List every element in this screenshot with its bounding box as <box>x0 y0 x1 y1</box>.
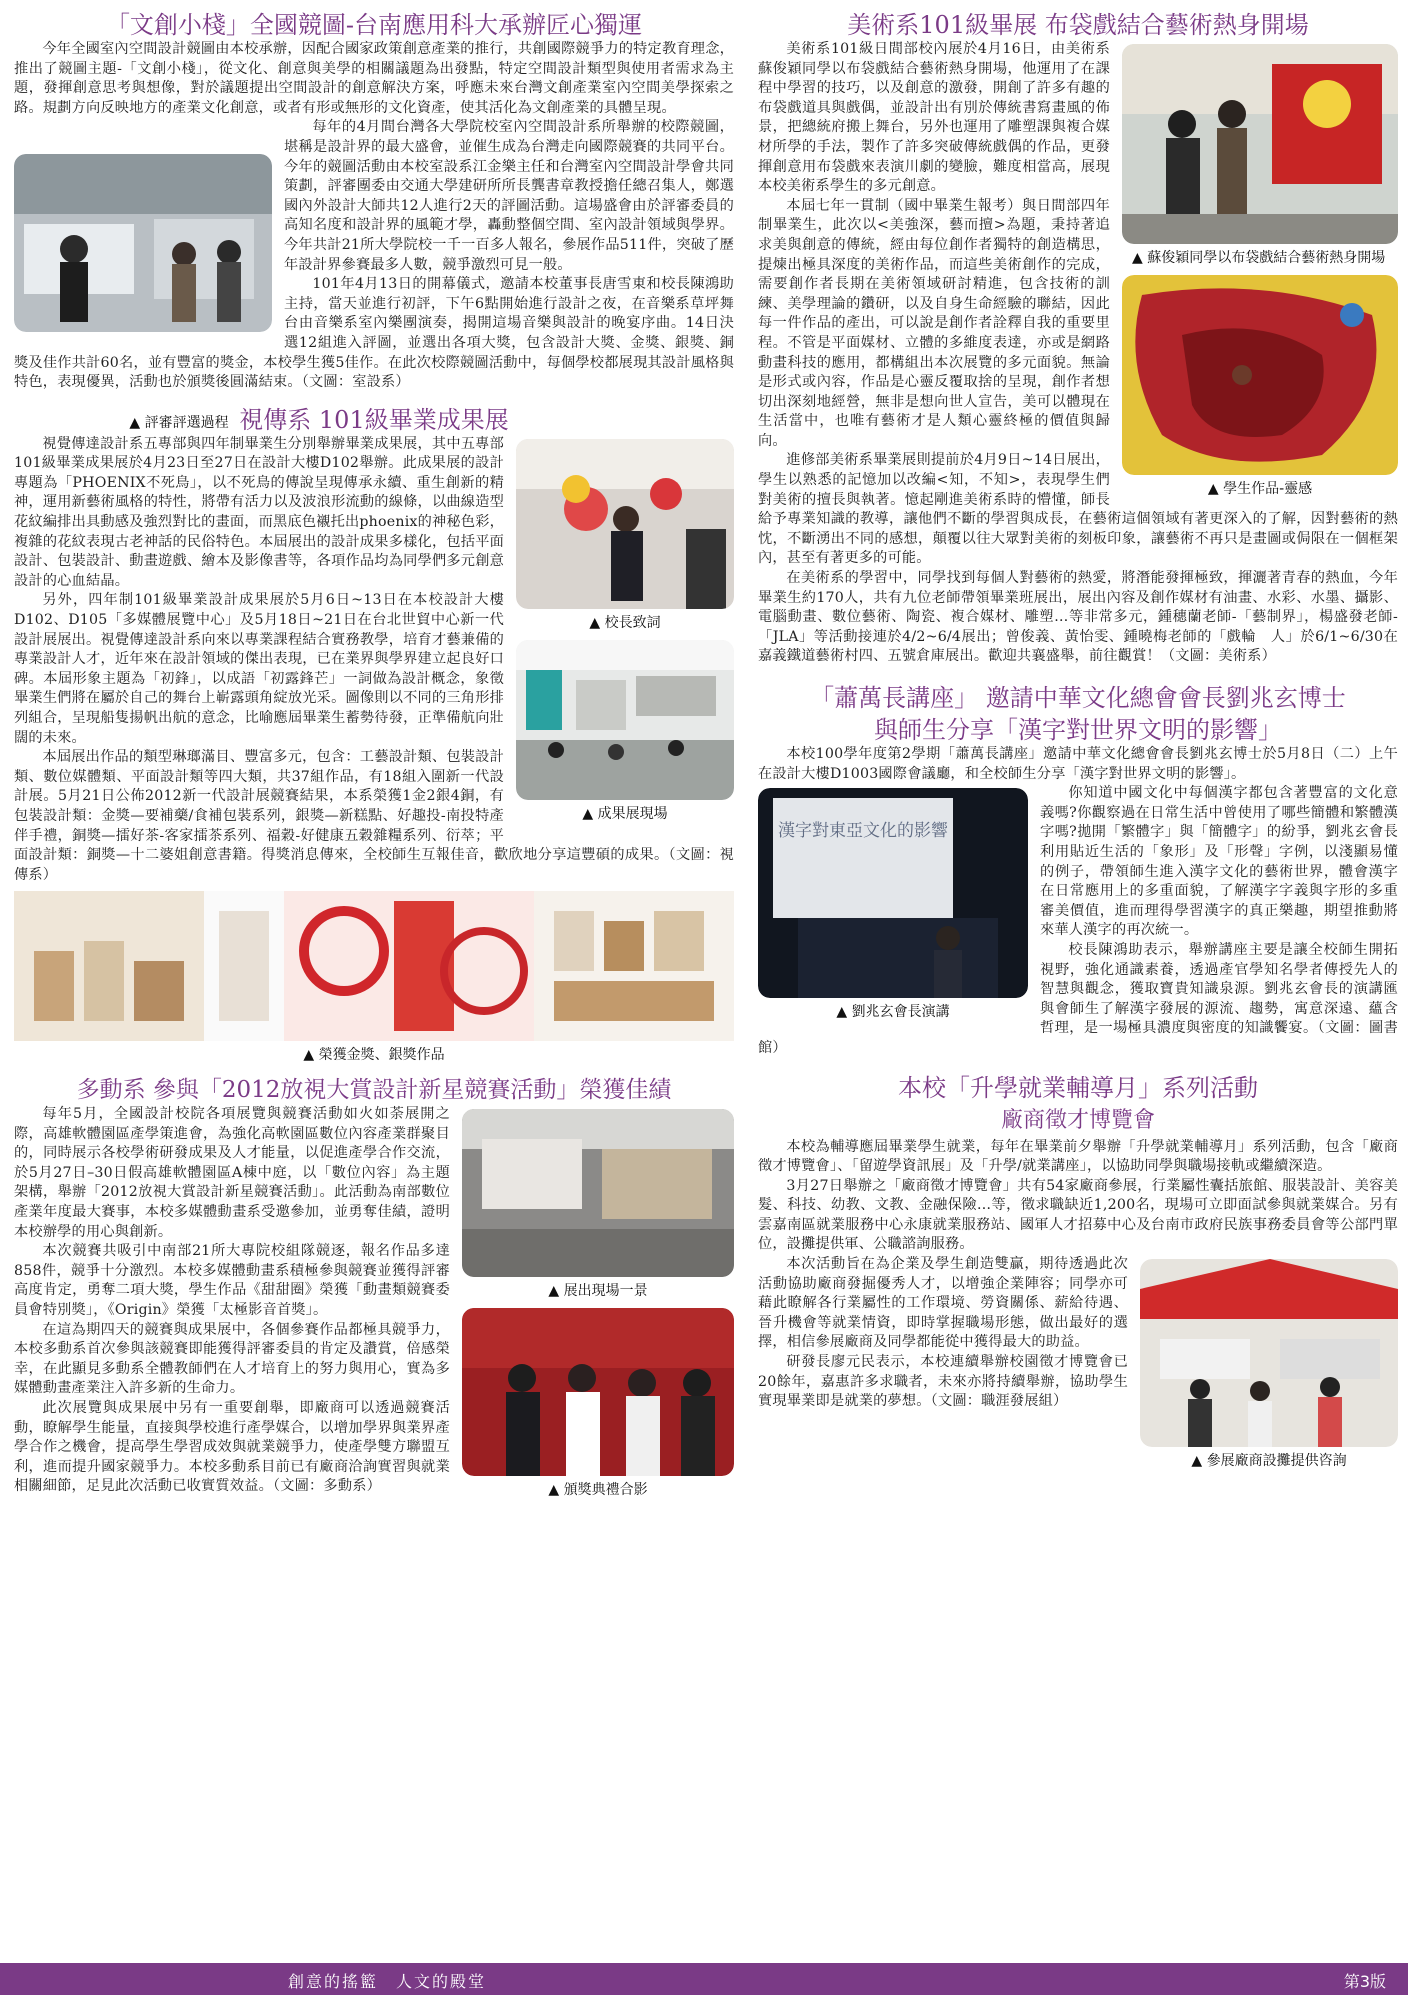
award-ceremony-caption: ▲ 頒獎典禮合影 <box>548 1482 648 1499</box>
award-works-caption: ▲ 榮獲金獎、銀獎作品 <box>303 1047 445 1064</box>
puppet-show-caption: ▲ 蘇俊穎同學以布袋戲結合藝術熱身開場 <box>1132 250 1386 266</box>
article-paragraph: 你知道中國文化中每個漢字都包含著豐富的文化意義嗎?你觀察過在日常生活中曾使用了哪些簡體和繁體漢字嗎?拋開「繁體字」與「簡體字」的紛爭，劉兆玄會長利用貼近生活的「象形」及「形聲」字例，以淺顯易懂的例子，帶領師生進入漢字文化的藝術世界，體會漢字在日常應用上的多重面貌，了解漢字字義與字形的多重審美價值，進而理得學習漢字的真正樂趣，期望推動將來華人漢字的再次統一。 <box>1040 785 1398 939</box>
career-fair-photo-block <box>1140 1259 1398 1470</box>
article-paragraph: 本次活動旨在為企業及學生創造雙贏，期待透過此次活動協助廠商發掘優秀人才，以增強企業陣容；同學亦可藉此瞭解各行業屬性的工作環境、勞資關係、薪給待遇、晉升機會等就業情資，即時掌握職場形態，做出最好的選擇，相信參展廠商及同學都能從中獲得最大的助益。 <box>758 1256 1128 1351</box>
career-fair-photo <box>1140 1259 1398 1447</box>
page-number: 第3版 <box>1343 1972 1386 1991</box>
article-title: 「蕭萬長講座」 邀請中華文化總會會長劉兆玄博士 <box>810 684 1346 712</box>
article-paragraph: 今年全國室內空間設計競圖由本校承辦，因配合國家政策創意產業的推行，共創國際競爭力的特定教育理念，推出了競圖主題-「文創小棧」，從文化、創意與美學的相關議題為出發點，特定空間設計類型與使用者需求為主題，發揮創意思考與想像，對於議題提出空間設計的創意解決方案，呼應未來台灣文創產業室內空間美學探索之路。規劃方向反映地方的產業文化創意，或者有形或無形的文化資產，使其活化為文創產業的具體呈現。 <box>14 41 734 116</box>
article-title-line2: 與師生分享「漢字對世界文明的影響」 <box>874 716 1282 744</box>
award-works-photo <box>14 891 734 1041</box>
article-paragraph: 在美術系的學習中，同學找到每個人對藝術的熱愛，將潛能發揮極致，揮灑著青春的熱血，今年畢業生約170人，共有九位老師帶領畢業班展出，展出內容及創作媒材有油畫、水彩、水墨、攝影、電腦動畫、數位藝術、陶瓷、複合媒材、雕塑…等非常多元，鍾穗蘭老師-「藝制界」，楊盛發老師-「JLA」等活動接連於4/2~6/4展出；曾俊義、黃怡雯、鍾曉梅老師的「戲輪 人」於6/1~6/30在嘉義鐵道藝術村四、五號倉庫展出。歡迎共襄盛舉，前往觀賞！（文圖：美術系） <box>758 570 1398 665</box>
article-paragraph: 101年4月13日的開幕儀式，邀請本校董事長唐雪東和校長陳鴻助主持，當天並進行初評，下午6點開始進行設計之夜，在音樂系草坪舞台由音樂系室內樂團演奏，揭開這場音樂與設計的晚宴序曲。14日決選12組進入評圖，並選出各項大獎，包含設計大獎、金獎、銀獎、銅獎及佳作共計60名，並有豐富的獎金，本校學生獲5佳作。在此次校際競圖活動中，每個學校都展現其設計風格與特色，表現優異，活動也於頒獎後圓滿結束。（文圖：室設系） <box>14 276 734 391</box>
article-paragraph: 本校100學年度第2學期「蕭萬長講座」邀請中華文化總會會長劉兆玄博士於5月8日（二）上午在設計大樓D1003國際會議廳，和全校師生分享「漢字對世界文明的影響」。 <box>758 746 1398 782</box>
right-column <box>758 10 1398 1474</box>
exhibition-site-caption: ▲ 成果展現場 <box>582 805 668 822</box>
judging-photo-caption: ▲ 評審評選過程 <box>129 415 229 431</box>
footer-motto: 創意的搖籃 人文的殿堂 <box>288 1972 487 1991</box>
article-title: 多動系 參與「2012放視大賞設計新星競賽活動」榮獲佳績 <box>76 1077 672 1104</box>
article-paragraph: 此次展覽與成果展中另有一重要創舉，即廠商可以透過競賽活動，瞭解學生能量，直接與學校進行產學媒合，以增加學界與業界產學合作之機會，提高學生學習成效與就業競爭力，使產學雙方聯盟互利，進而提升國家競爭力。本校多動系目前已有廠商洽詢實習與就業相關細節，足見此次活動已收實質效益。（文圖：多動系） <box>14 1400 450 1495</box>
article-paragraph: 本校為輔導應屆畢業學生就業，每年在畢業前夕舉辦「升學就業輔導月」系列活動，包含「廠商徵才博覽會」、「留遊學資訊展」及「升學/就業講座」，以協助同學與職場接軌或繼續深造。 <box>758 1138 1398 1175</box>
article-paragraph: 每年5月，全國設計校院各項展覽與競賽活動如火如荼展開之際，高雄軟體園區產學策進會，為強化高軟園區數位內容產業群聚目的，同時展示各校學術研發成果及人才能量，以促進產學合作交流，於5月27日–30日假高雄軟體園區A棟中庭，以「數位內容」為主題架構，舉辦「2012放視大賞設計新星競賽活動」。此活動為南部數位產業年度最大賽事，本校多媒體動畫系受邀參加，並勇奪佳績，證明本校辦學的用心與創新。 <box>14 1106 450 1240</box>
article-paragraph: 3月27日舉辦之「廠商徵才博覽會」共有54家廠商參展，行業屬性囊括旅館、服裝設計、美容美髮、科技、幼教、文教、金融保險…等，徵求職缺近1,200名，現場可立即面試參與就業媒合。另有雲嘉南區就業服務中心永康就業服務站、國軍人才招募中心及台南市政府民族事務委員會等公部門單位，設攤提供軍、公職諮詢服務。 <box>758 1177 1398 1253</box>
article-title: 美術系101級畢展 布袋戲結合藝術熱身開場 <box>847 11 1309 39</box>
article-title: 視傳系 101級畢業成果展 <box>239 405 509 434</box>
principal-speech-photo <box>516 439 734 609</box>
article-paragraph: 美術系101級日間部校內展於4月16日，由美術系蘇俊穎同學以布袋戲結合藝術熱身開場，他運用了在課程中學習的技巧，以及創意的激發，開創了許多有趣的布袋戲道具與戲偶，並設計出有別於傳統書寫畫風的佈景，把總統府搬上舞台，另外也運用了雕塑課與複合媒材所學的手法，製作了許多突破傳統戲偶的作品，更發揮創意用布袋戲來表演川劇的變臉，難度相當高，展現本校美術系學生的多元創意。 <box>758 41 1110 195</box>
principal-photo-block <box>516 439 734 823</box>
article-paragraph: 研發長廖元民表示，本校連續舉辦校園徵才博覽會已20餘年，嘉惠許多求職者，未來亦將持續舉辦，協助學生實現畢業即是就業的夢想。（文圖：職涯發展組） <box>758 1354 1128 1410</box>
student-artwork-photo <box>1122 275 1398 475</box>
slide-title: 漢字對東亞文化的影響 <box>778 821 948 842</box>
article-visual-comm-exhibition <box>14 405 734 1065</box>
article-multimedia-award <box>14 1076 734 1503</box>
exhibition-site-photo <box>516 640 734 800</box>
article-paragraph: 本屆七年一貫制（國中畢業生報考）與日間部四年制畢業生，此次以<美強深，藝而擅>為題，秉持著追求美與創意的傳統，經由每位創作者獨特的創造構思，提煉出極具深度的美術作品，而這些美術創作的完成，需要創作者長期在美術領域研討精進，包含技術的訓練、美學理論的鑽研，以及自身生命經驗的聯結，因此每一件作品的產出，可以說是創作者詮釋自我的重要里程。不管是平面媒材、立體的多維度表達，亦或是網路動畫科技的應用，都構組出本次展覽的多元面貌。無論是形式或內容，作品是心靈反覆取捨的呈現，創作者想切出深刻地經營，無非是想向世人宣告，美可以體現在生活當中，也唯有藝術才是人類心靈終極的價值與歸向。 <box>758 197 1110 449</box>
article-paragraph: 進修部美術系畢業展則提前於4月9日~14日展出，學生以熟悉的記憶加以改編<知，不知>，表現學生們對美術的擅長與執著。憶起剛進美術系時的懵懂，師長給予專業知識的教導，讓他們不斷的學習與成長，在藝術這個領域有著更深入的了解，因對藝術的熱忱，不斷湧出不同的感想，顛覆以往大眾對美術的刻板印象，讓藝術不再只是畫圖或侷限在一個框架內，甚至有著更多的可能。 <box>758 452 1398 567</box>
article-fine-arts-exhibition <box>758 10 1398 667</box>
left-column <box>14 10 734 1503</box>
exhibit-scene-photo <box>462 1109 734 1277</box>
article-paragraph: 視覺傳達設計系五專部與四年制畢業生分別舉辦畢業成果展，其中五專部101級畢業成果展於4月23日至27日在設計大樓D102舉辦。此成果展的設計專題為「PHOENIX不死鳥」，以不死鳥的傳說呈現傳承永續、重生創新的精神，運用新藝術風格的特性，將帶有活力以及波浪形流動的線條，以曲線造型花紋編排出具動感及強烈對比的畫面，而黑底色襯托出phoenix的神秘色彩，複雜的花紋表現古老神話的民俗特色。本屆展出的設計成果多樣化，包括平面設計、包裝設計、動畫遊戲、繪本及影像書等，各項作品均為同學們多元創意設計的心血結晶。 <box>14 435 504 589</box>
article-paragraph: 本次競賽共吸引中南部21所大專院校組隊競逐，報名作品多達858件，競爭十分激烈。本校多媒體動畫系積極參與競賽並獲得評審高度肯定，勇奪二項大獎，學生作品《甜甜圈》榮獲「動畫類競賽委員會特別獎」，《Origin》榮獲「太極影音首獎」。 <box>14 1243 450 1319</box>
multimedia-photos-block <box>462 1109 734 1499</box>
article-paragraph: 本屆展出作品的類型琳瑯滿目、豐富多元，包含：工藝設計類、包裝設計類、數位媒體類、平面設計類等四大類，共37組作品，有18組入圍新一代設計展。5月21日公佈2012新一代設計展競賽結果，本系榮獲1金2銀4銅，有包裝設計類：金獎—要補藥/食補包裝系列，銀獎—新糕點、好趣投-南投特產伴手禮，銅獎—擂好茶-客家擂茶系列、福穀-好健康五穀雜糧系列、衍萃；平面設計類：銅獎—十二婆姐創意書籍。得獎消息傳來，全校師生互報佳音，歡欣地分享這豐碩的成果。（文圖：視傳系） <box>14 749 734 883</box>
student-artwork-caption: ▲ 學生作品-靈感 <box>1207 481 1313 497</box>
article-title: 本校「升學就業輔導月」系列活動 <box>898 1073 1258 1102</box>
article-paragraph: 每年的4月間台灣各大學院校室內空間設計系所舉辦的校際競圖，堪稱是設計界的最大盛會，並催生成為台灣走向國際競賽的共同平台。今年的競圖活動由本校室設系江金樂主任和台灣室內空間設計學會共同策劃，評審團委由交通大學建研所所長龔書章教授擔任總召集人，鄭選國內外設計大師共12人進行2天的評圖活動。這場盛會由於評審委員的高知名度和設計界的風範才學，轟動整個空間、室內設計領域與學界。今年共計21所大學院校一千一百多人報名，參展作品511件，突破了歷年設計界參賽最多人數，競爭激烈可見一般。 <box>284 119 734 273</box>
principal-speech-caption: ▲ 校長致詞 <box>589 614 661 631</box>
exhibit-scene-caption: ▲ 展出現場一景 <box>548 1283 648 1300</box>
lecture-photo-block <box>758 788 1028 1021</box>
career-fair-caption: ▲ 參展廠商設攤提供咨詢 <box>1191 1453 1347 1470</box>
lecture-photo <box>758 788 1028 998</box>
lecture-caption: ▲ 劉兆玄會長演講 <box>836 1004 950 1021</box>
award-ceremony-photo <box>462 1308 734 1476</box>
puppet-show-photo <box>1122 44 1398 244</box>
article-subtitle: 廠商徵才博覽會 <box>1000 1107 1155 1133</box>
article-title: 「文創小棧」全國競圖-台南應用科大承辦匠心獨運 <box>105 11 643 39</box>
article-paragraph: 另外，四年制101級畢業設計成果展於5月6日~13日在本校設計大樓D102、D105「多媒體展覽中心」及5月18日~21日在台北世貿中心新一代設計展展出。視覺傳達設計系向來以專業課程結合實務教學，培育才藝兼備的專業設計人才，近年來在設計領域的傑出表現，已在業界與學界建立起良好口碑。本屆形象主題為「初鋒」，以成語「初露鋒芒」一詞做為設計概念，象徵畢業生們將在屬於自己的舞台上嶄露頭角綻放光采。圖像則以不同的三角形排列組合，呈現船隻揚帆出航的意念，比喻應屆畢業生蓄勢待發，正準備航向壯闊的未來。 <box>14 592 504 746</box>
article-career-month <box>758 1073 1398 1475</box>
judging-photo-figure <box>14 154 272 332</box>
judging-photo <box>14 154 272 332</box>
page-footer <box>0 1963 1408 1995</box>
article-lecture <box>758 683 1398 1059</box>
article-paragraph: 校長陳鴻助表示，舉辦講座主要是讓全校師生開拓視野，強化通識素養，透過產官學知名學者傳授先人的智慧與觀念，獲取寶貴知識泉源。劉兆玄會長的演講匯與會師生了解漢字發展的源流、趨勢，寓意深遠、蘊含哲理，是一場極具濃度與密度的知識饗宴。（文圖：圖書館） <box>758 941 1398 1056</box>
fine-arts-photos-block <box>1122 44 1398 498</box>
article-paragraph: 在這為期四天的競賽與成果展中，各個參賽作品都極具競爭力，本校多動系首次參與該競賽即能獲得評審委員的肯定及讚賞，倍感榮幸，在此顯見多動系全體教師們在人才培育上的努力與用心，實為多媒體動畫產業注入許多新的生命力。 <box>14 1321 450 1397</box>
